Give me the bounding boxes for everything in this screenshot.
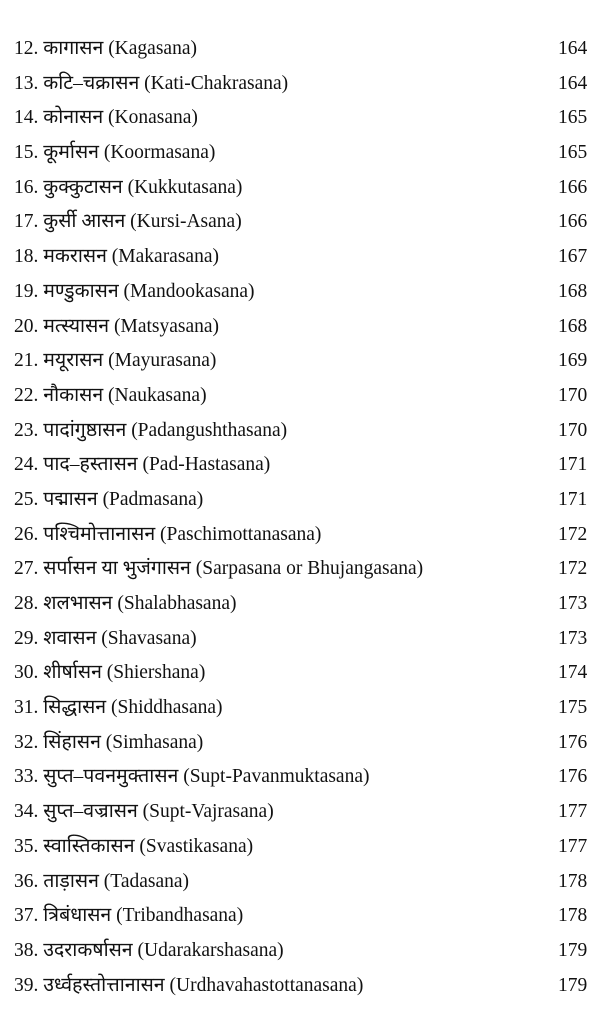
- entry-title: [14, 656, 205, 691]
- entry-hindi-name: मण्डुकासन: [43, 280, 119, 302]
- entry-english-name: (Konasana): [108, 107, 198, 129]
- entry-english-name: (Shavasana): [101, 627, 197, 649]
- table-of-contents: [14, 32, 596, 1003]
- entry-english-name: (Naukasana): [108, 384, 207, 406]
- entry-title: [14, 969, 363, 1004]
- entry-title: [14, 414, 287, 449]
- entry-hindi-name: सुप्त–वज्रासन: [43, 801, 138, 823]
- entry-title: [14, 205, 242, 240]
- entry-number: 34.: [14, 801, 39, 823]
- entry-title: [14, 171, 242, 206]
- entry-number: 15.: [14, 142, 39, 164]
- entry-number: 22.: [14, 384, 39, 406]
- entry-page-number: 179: [558, 974, 588, 996]
- entry-page-number: 169: [558, 350, 588, 372]
- toc-entry: [14, 518, 596, 553]
- entry-number: 31.: [14, 697, 39, 719]
- entry-hindi-name: कुर्सी आसन: [43, 211, 126, 233]
- entry-number: 24.: [14, 454, 39, 476]
- entry-page-number: 167: [558, 246, 588, 268]
- entry-english-name: (Padangushthasana): [131, 419, 288, 441]
- entry-page-number: 170: [558, 384, 588, 406]
- entry-page-number: 178: [558, 870, 588, 892]
- entry-page-number: 170: [558, 419, 588, 441]
- entry-title: [14, 795, 274, 830]
- entry-number: 29.: [14, 627, 39, 649]
- entry-english-name: (Pad-Hastasana): [142, 454, 271, 476]
- entry-english-name: (Makarasana): [111, 246, 219, 268]
- toc-entry: [14, 483, 596, 518]
- entry-number: 30.: [14, 662, 39, 684]
- entry-english-name: (Padmasana): [102, 488, 204, 510]
- entry-title: [14, 67, 288, 102]
- entry-hindi-name: उर्ध्वहस्तोत्तानासन: [43, 974, 165, 996]
- entry-page-number: 171: [558, 488, 588, 510]
- toc-entry: [14, 275, 596, 310]
- entry-page-number: 178: [558, 905, 588, 927]
- toc-entry: [14, 205, 596, 240]
- entry-title: [14, 344, 216, 379]
- entry-page-number: 176: [558, 731, 588, 753]
- entry-title: [14, 830, 253, 865]
- toc-entry: [14, 760, 596, 795]
- toc-entry: [14, 414, 596, 449]
- toc-entry: [14, 32, 596, 67]
- entry-number: 33.: [14, 766, 39, 788]
- toc-entry: [14, 865, 596, 900]
- entry-number: 20.: [14, 315, 39, 337]
- toc-entry: [14, 136, 596, 171]
- toc-entry: [14, 934, 596, 969]
- entry-title: [14, 865, 189, 900]
- entry-english-name: (Simhasana): [105, 731, 204, 753]
- entry-english-name: (Tribandhasana): [116, 905, 244, 927]
- entry-number: 21.: [14, 350, 39, 372]
- entry-number: 35.: [14, 835, 39, 857]
- entry-hindi-name: सर्पासन या भुजंगासन: [43, 558, 191, 580]
- entry-number: 19.: [14, 280, 39, 302]
- entry-number: 16.: [14, 176, 39, 198]
- entry-english-name: (Kukkutasana): [127, 176, 243, 198]
- entry-title: [14, 552, 423, 587]
- entry-english-name: (Urdhavahastottanasana): [169, 974, 364, 996]
- entry-title: [14, 101, 198, 136]
- toc-entry: [14, 622, 596, 657]
- entry-page-number: 179: [558, 939, 588, 961]
- entry-title: [14, 448, 270, 483]
- entry-english-name: (Matsyasana): [113, 315, 220, 337]
- entry-title: [14, 310, 219, 345]
- entry-page-number: 171: [558, 454, 588, 476]
- entry-page-number: 168: [558, 315, 588, 337]
- entry-title: [14, 726, 203, 761]
- entry-page-number: 164: [558, 72, 588, 94]
- entry-title: [14, 934, 284, 969]
- entry-hindi-name: मयूरासन: [43, 350, 104, 372]
- entry-hindi-name: नौकासन: [43, 384, 104, 406]
- entry-number: 23.: [14, 419, 39, 441]
- entry-title: [14, 275, 255, 310]
- entry-page-number: 172: [558, 523, 588, 545]
- entry-hindi-name: पाद–हस्तासन: [43, 454, 138, 476]
- entry-hindi-name: ताड़ासन: [43, 870, 99, 892]
- entry-title: [14, 136, 215, 171]
- toc-entry: [14, 240, 596, 275]
- entry-number: 28.: [14, 593, 39, 614]
- entry-number: 27.: [14, 558, 39, 580]
- toc-entry: [14, 552, 596, 587]
- entry-english-name: (Svastikasana): [139, 835, 254, 857]
- entry-number: 12.: [14, 38, 39, 59]
- toc-entry: [14, 969, 596, 1004]
- entry-title: [14, 899, 243, 934]
- entry-page-number: 174: [558, 662, 588, 684]
- entry-hindi-name: कूर्मासन: [43, 142, 99, 164]
- entry-number: 32.: [14, 731, 39, 753]
- toc-entry: [14, 448, 596, 483]
- entry-page-number: 173: [558, 627, 588, 649]
- entry-title: [14, 622, 197, 657]
- entry-title: [14, 691, 223, 726]
- entry-number: 13.: [14, 72, 39, 94]
- entry-hindi-name: पादांगुष्ठासन: [43, 419, 127, 441]
- toc-entry: [14, 67, 596, 102]
- entry-title: [14, 32, 197, 67]
- entry-page-number: 166: [558, 211, 588, 233]
- entry-hindi-name: शलभासन: [43, 593, 113, 614]
- entry-page-number: 173: [558, 593, 588, 614]
- entry-title: [14, 379, 207, 414]
- entry-page-number: 177: [558, 801, 588, 823]
- toc-entry: [14, 379, 596, 414]
- entry-page-number: 172: [558, 558, 588, 580]
- toc-entry: [14, 795, 596, 830]
- entry-page-number: 164: [558, 38, 588, 59]
- entry-page-number: 175: [558, 697, 588, 719]
- entry-page-number: 176: [558, 766, 588, 788]
- entry-title: [14, 760, 370, 795]
- entry-number: 26.: [14, 523, 39, 545]
- toc-entry: [14, 726, 596, 761]
- entry-hindi-name: सिंहासन: [43, 731, 101, 753]
- entry-english-name: (Shiershana): [106, 662, 206, 684]
- entry-hindi-name: कुक्कुटासन: [43, 176, 123, 198]
- entry-hindi-name: शवासन: [43, 627, 97, 649]
- entry-hindi-name: पद्मासन: [43, 488, 98, 510]
- entry-hindi-name: मकरासन: [43, 246, 107, 268]
- entry-hindi-name: मत्स्यासन: [43, 315, 110, 337]
- entry-number: 17.: [14, 211, 39, 233]
- entry-hindi-name: कटि–चक्रासन: [43, 72, 140, 94]
- toc-entry: [14, 310, 596, 345]
- entry-number: 38.: [14, 939, 39, 961]
- toc-entry: [14, 899, 596, 934]
- entry-english-name: (Koormasana): [103, 142, 216, 164]
- entry-title: [14, 240, 219, 275]
- entry-english-name: (Supt-Pavanmuktasana): [183, 766, 370, 788]
- entry-hindi-name: स्वास्तिकासन: [43, 835, 135, 857]
- entry-english-name: (Kati-Chakrasana): [144, 72, 289, 94]
- entry-number: 39.: [14, 974, 39, 996]
- toc-entry: [14, 830, 596, 865]
- entry-page-number: 168: [558, 280, 588, 302]
- entry-page-number: 166: [558, 176, 588, 198]
- entry-hindi-name: कागासन: [43, 38, 104, 59]
- entry-english-name: (Supt-Vajrasana): [142, 801, 274, 823]
- entry-number: 18.: [14, 246, 39, 268]
- entry-english-name: (Kagasana): [108, 38, 197, 59]
- entry-english-name: (Udarakarshasana): [137, 939, 284, 961]
- entry-hindi-name: उदराकर्षासन: [43, 939, 133, 961]
- toc-entry: [14, 656, 596, 691]
- entry-english-name: (Shalabhasana): [117, 593, 237, 614]
- toc-entry: [14, 101, 596, 136]
- entry-english-name: (Shiddhasana): [111, 697, 223, 719]
- entry-page-number: 177: [558, 835, 588, 857]
- toc-entry: [14, 344, 596, 379]
- entry-hindi-name: त्रिबंधासन: [43, 905, 112, 927]
- entry-english-name: (Mayurasana): [108, 350, 217, 372]
- entry-page-number: 165: [558, 107, 588, 129]
- entry-hindi-name: सिद्धासन: [43, 697, 107, 719]
- entry-number: 37.: [14, 905, 39, 927]
- entry-english-name: (Kursi-Asana): [130, 211, 242, 233]
- entry-hindi-name: शीर्षासन: [43, 662, 102, 684]
- entry-title: [14, 587, 237, 622]
- entry-english-name: (Sarpasana or Bhujangasana): [195, 558, 424, 580]
- entry-number: 36.: [14, 870, 39, 892]
- entry-hindi-name: कोनासन: [43, 107, 104, 129]
- entry-title: [14, 483, 203, 518]
- entry-hindi-name: सुप्त–पवनमुक्तासन: [43, 766, 179, 788]
- entry-number: 14.: [14, 107, 39, 129]
- entry-number: 25.: [14, 488, 39, 510]
- entry-english-name: (Tadasana): [103, 870, 190, 892]
- entry-hindi-name: पश्चिमोत्तानासन: [43, 523, 156, 545]
- entry-title: [14, 518, 321, 553]
- toc-entry: [14, 171, 596, 206]
- toc-entry: [14, 587, 596, 622]
- entry-english-name: (Paschimottanasana): [160, 523, 322, 545]
- entry-english-name: (Mandookasana): [123, 280, 255, 302]
- entry-page-number: 165: [558, 142, 588, 164]
- toc-entry: [14, 691, 596, 726]
